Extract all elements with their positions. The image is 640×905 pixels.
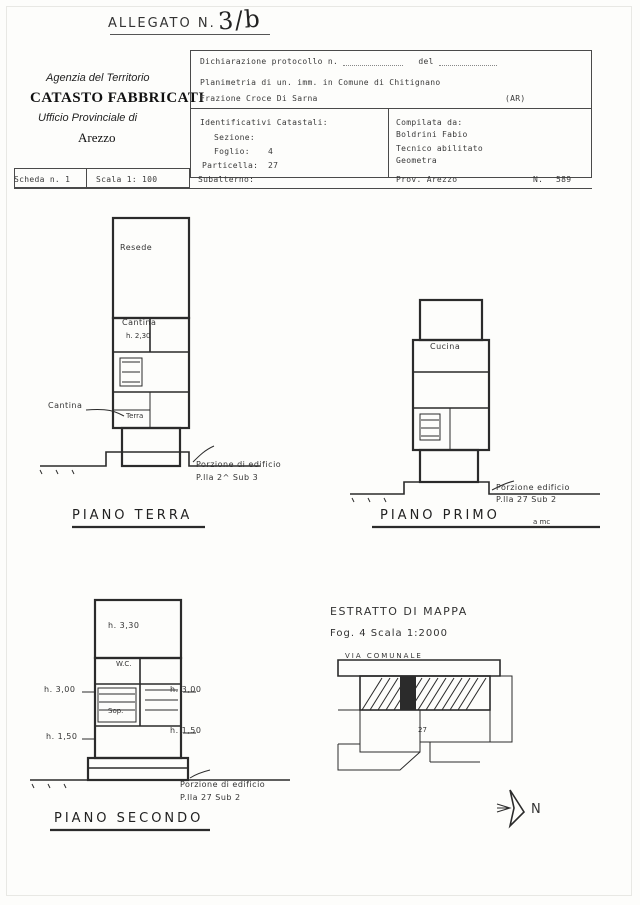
foglio-value: 4 bbox=[268, 147, 274, 156]
label-height-300-left: h. 3,00 bbox=[44, 685, 76, 694]
map-title-line2: Fog. 4 Scala 1:2000 bbox=[330, 628, 448, 639]
label-porzione-edificio-primo: Porzione edificio bbox=[496, 483, 570, 492]
label-sop: Sop. bbox=[108, 707, 124, 715]
identificativi-title: Identificativi Catastali: bbox=[200, 118, 328, 127]
frazione-line: Frazione Croce Di Sarna bbox=[200, 94, 318, 103]
label-particella-terra: P.lla 2^ Sub 3 bbox=[196, 473, 259, 482]
agency-office: Ufficio Provinciale di bbox=[38, 112, 138, 124]
label-porzione-edificio-terra: Porzione di edificio bbox=[196, 460, 282, 469]
map-parcel-number: 27 bbox=[418, 726, 427, 734]
label-height-150-left: h. 1,50 bbox=[46, 732, 78, 741]
label-wc: W.C. bbox=[116, 660, 132, 668]
allegato-label: ALLEGATO N. bbox=[108, 16, 216, 31]
north-arrow-label: N bbox=[531, 802, 542, 817]
dichiarazione-text: Dichiarazione protocollo n. bbox=[200, 57, 339, 66]
scheda-label: Scheda n. 1 bbox=[14, 175, 71, 184]
foglio-label: Foglio: bbox=[214, 147, 250, 156]
label-resede: Resede bbox=[120, 243, 153, 252]
label-particella-secondo: P.lla 27 Sub 2 bbox=[180, 793, 241, 802]
label-height-330: h. 3,30 bbox=[108, 621, 140, 630]
plan-title-piano-secondo: PIANO SECONDO bbox=[54, 811, 204, 826]
dichiarazione-del: del bbox=[418, 57, 434, 66]
particella-value: 27 bbox=[268, 161, 279, 170]
allegato-number: 3/b bbox=[217, 4, 263, 36]
plan-title-piano-primo: PIANO PRIMO bbox=[380, 508, 500, 523]
label-particella-primo: P.lla 27 Sub 2 bbox=[496, 495, 557, 504]
label-terra: Terra bbox=[126, 412, 144, 420]
plan-title-piano-terra: PIANO TERRA bbox=[72, 508, 193, 523]
label-porzione-edificio-secondo: Porzione di edificio bbox=[180, 780, 266, 789]
compilata-role: Tecnico abilitato bbox=[396, 144, 483, 153]
label-cantina-leader: Cantina bbox=[48, 401, 83, 410]
compilata-name: Boldrini Fabio bbox=[396, 130, 468, 139]
agency-department: CATASTO FABBRICATI bbox=[30, 90, 205, 106]
sezione-label: Sezione: bbox=[214, 133, 255, 142]
plan-piano-secondo bbox=[30, 600, 290, 830]
plan-title-piano-primo-suffix: a mc bbox=[533, 518, 551, 526]
label-height-150-right: h. 1,50 bbox=[170, 726, 202, 735]
prov-label: Prov. Arezzo bbox=[396, 175, 458, 184]
agency-name: Agenzia del Territorio bbox=[46, 72, 150, 84]
compilata-label: Compilata da: bbox=[396, 118, 463, 127]
compilata-qualification: Geometra bbox=[396, 156, 437, 165]
scala-label: Scala 1: 100 bbox=[96, 175, 158, 184]
label-cucina: Cucina bbox=[430, 342, 461, 351]
n-value: 589 bbox=[556, 175, 572, 184]
subalterno-label: Subalterno: bbox=[198, 175, 255, 184]
map-extract bbox=[338, 660, 524, 826]
agency-city: Arezzo bbox=[78, 130, 116, 145]
particella-label: Particella: bbox=[202, 161, 259, 170]
plan-piano-primo bbox=[350, 300, 600, 527]
n-label: N. bbox=[533, 175, 544, 184]
label-height-300-right: h. 3,00 bbox=[170, 685, 202, 694]
label-cantina-height: h. 2,30 bbox=[126, 332, 151, 340]
planimetria-line: Planimetria di un. imm. in Comune di Chitignano bbox=[200, 78, 441, 87]
label-cantina: Cantina bbox=[122, 318, 157, 327]
frazione-province: (AR) bbox=[505, 94, 526, 103]
map-road-label: VIA COMUNALE bbox=[345, 652, 423, 660]
map-title-line1: ESTRATTO DI MAPPA bbox=[330, 605, 468, 618]
